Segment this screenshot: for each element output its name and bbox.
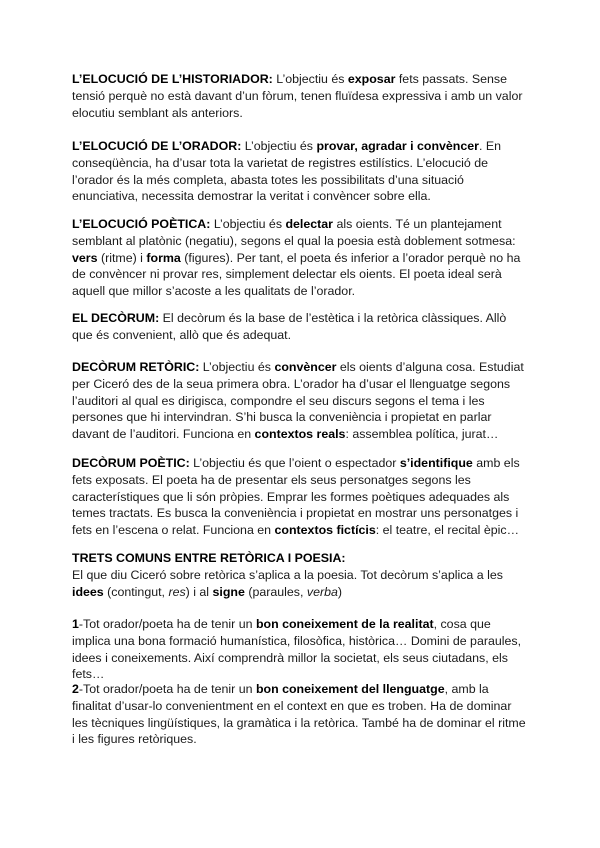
point-number: 1 (72, 617, 79, 631)
section-heading: L’ELOCUCIÓ DE L’ORADOR: (72, 139, 242, 153)
text: L’objectiu és que l’oient o espectador (189, 456, 400, 470)
emphasis: forma (146, 250, 181, 265)
text: : assemblea política, jurat… (345, 427, 499, 442)
text: els oients d’alguna cosa. Estudiat per Ciceró des de la seua primera obra. L’orador ha d’usar el llenguatge segons l’auditori al qual es dirigisca, compondre el seu discurs segons el tema i les persones que hi intervindran. S’hi busca la conveniència i propietat en parlar davant de l’auditori. Funciona en (72, 360, 524, 442)
section-historiador (72, 71, 528, 121)
text: L’objectiu és (210, 217, 286, 231)
section-poetica (72, 216, 528, 300)
emphasis: bon coneixement de la realitat (255, 617, 434, 631)
italic-term: verba (306, 584, 338, 599)
section-decorum (72, 310, 528, 344)
emphasis: contextos reals (254, 427, 346, 442)
emphasis: contextos fictícis (274, 523, 376, 538)
emphasis: idees (72, 584, 104, 599)
section-heading: L’ELOCUCIÓ DE L’HISTORIADOR: (72, 72, 273, 86)
text: -Tot orador/poeta ha de tenir un (78, 617, 256, 631)
paragraph (72, 567, 528, 601)
point-2 (72, 681, 528, 748)
italic-term: res (168, 584, 186, 599)
emphasis: signe (212, 584, 245, 599)
paragraph (72, 310, 528, 344)
text: L’objectiu és (199, 360, 275, 374)
text: amb els fets exposats. El poeta ha de presentar els seus personatges segons les característiques que li són pròpies. Emprar les formes poètiques adequades als temes tractats. Es busca la conveniència i propietat en mostrar uns personatges i fets en l’escena o relat. Funciona en (72, 456, 520, 538)
section-decorum-poetic (72, 455, 528, 539)
section-orador (72, 138, 528, 205)
text: ) i al (185, 584, 213, 599)
text: als oients. Té un plantejament semblant al platònic (negatiu), segons el qual la poesia està doblement sotmesa: (72, 217, 516, 248)
text: ) (337, 584, 343, 599)
section-heading: DECÒRUM RETÒRIC: (72, 360, 200, 374)
emphasis: vers (72, 250, 98, 265)
text: L’objectiu és (241, 139, 317, 153)
text: , cosa que implica una bona formació humanística, filosòfica, històrica… Domini de paraules, idees i coneixements. Així comprendrà millor la societat, els seus ciutadans, els fets… (72, 617, 522, 682)
section-heading: EL DECÒRUM: (72, 311, 160, 325)
text: , amb la finalitat d’usar-lo convenientment en el context en que es troben. Ha de dominar les tècniques lingüístiques, la gramàtica i la retòrica. També ha de dominar el ritme i les figures retòriques. (72, 682, 526, 747)
paragraph (72, 138, 528, 205)
text: (ritme) i (97, 250, 147, 265)
text: : el teatre, el recital èpic… (375, 523, 519, 538)
section-trets-comuns (72, 550, 528, 600)
text: El decòrum és la base de l’estètica i la retòrica clàssiques. Allò que és convenient, allò que és adequat. (72, 311, 507, 342)
paragraph (72, 359, 528, 443)
emphasis: exposar (347, 72, 396, 86)
paragraph (72, 681, 528, 748)
paragraph (72, 616, 528, 683)
text: fets passats. Sense tensió perquè no està davant d’un fòrum, tenen fluïdesa expressiva i amb un valor elocutiu semblant als anteriors. (72, 72, 523, 120)
text: El que diu Ciceró sobre retòrica s’aplica a la poesia. Tot decòrum s’aplica a les (72, 567, 503, 582)
text: (contingut, (103, 584, 169, 599)
text: (figures). Per tant, el poeta és inferior a l’orador perquè no ha de convèncer ni provar res, simplement delectar els oients. El poeta ideal serà aquell que millor s’acoste a les qualitats de l’orador. (72, 250, 521, 299)
section-decorum-retoric (72, 359, 528, 443)
emphasis: provar, agradar i convèncer (316, 139, 479, 153)
text: L’objectiu és (272, 72, 348, 86)
point-number: 2 (72, 682, 79, 696)
emphasis: convèncer (274, 360, 337, 374)
emphasis: delectar (285, 217, 333, 231)
section-heading: L’ELOCUCIÓ POÈTICA: (72, 217, 211, 231)
text: (paraules, (244, 584, 307, 599)
point-1 (72, 616, 528, 683)
paragraph (72, 455, 528, 539)
paragraph (72, 216, 528, 300)
section-heading-line (72, 550, 528, 567)
section-heading: DECÒRUM POÈTIC: (72, 456, 190, 470)
paragraph (72, 71, 528, 121)
text: -Tot orador/poeta ha de tenir un (78, 682, 256, 696)
emphasis: bon coneixement del llenguatge (255, 682, 445, 696)
text: . En conseqüència, ha d’usar tota la varietat de registres estilístics. L’elocució de l’orador és la més completa, abasta totes les possibilitats d’una situació enunciativa, necessita demostrar la veritat i convèncer sobre ella. (72, 139, 502, 204)
emphasis: s’identifique (399, 456, 473, 470)
section-heading: TRETS COMUNS ENTRE RETÒRICA I POESIA: (72, 551, 346, 565)
